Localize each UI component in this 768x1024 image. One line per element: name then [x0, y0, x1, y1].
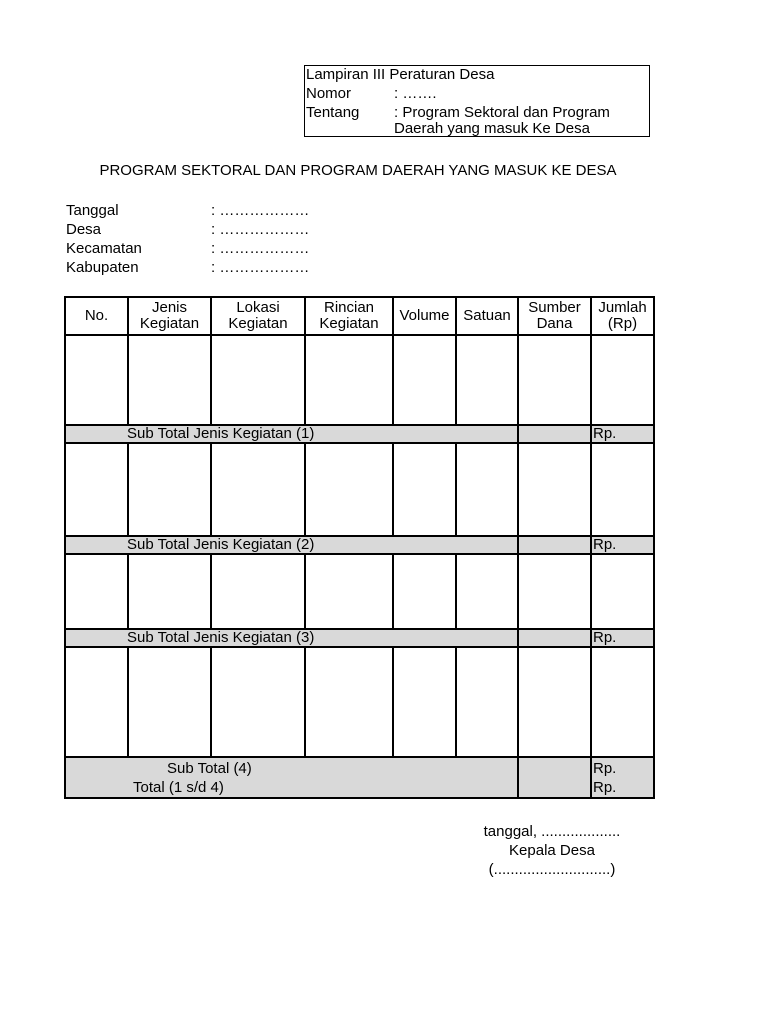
table-cell [65, 443, 128, 536]
program-table [64, 296, 655, 799]
desa-label: Desa [66, 221, 102, 238]
final-total-labels [65, 757, 518, 798]
subtotal-row-3 [65, 629, 654, 647]
table-cell [305, 335, 393, 425]
table-cell [305, 554, 393, 629]
header-sumber-dana: Sumber Dana [518, 297, 591, 335]
subtotal-empty-cell [518, 425, 591, 443]
table-cell [591, 443, 654, 536]
nomor-value: : ……. [394, 85, 437, 102]
table-cell [456, 335, 518, 425]
table-cell [211, 443, 305, 536]
subtotal-rp-2: Rp. [591, 536, 654, 554]
document-title: PROGRAM SEKTORAL DAN PROGRAM DAERAH YANG MASUK KE DESA [99, 162, 617, 179]
kecamatan-value: : ……………… [211, 240, 310, 257]
table-cell [393, 554, 456, 629]
lampiran-box [304, 65, 650, 137]
header-no: No. [65, 297, 128, 335]
table-cell [456, 647, 518, 757]
table-cell [456, 554, 518, 629]
header-jumlah: Jumlah (Rp) [591, 297, 654, 335]
subtotal-4-rp: Rp. [593, 760, 617, 777]
table-cell [305, 443, 393, 536]
table-cell [65, 554, 128, 629]
table-cell [128, 554, 211, 629]
table-cell [518, 443, 591, 536]
lampiran-title: Lampiran III Peraturan Desa [306, 66, 495, 83]
final-total-rp [591, 757, 654, 798]
subtotal-4-label: Sub Total (4) [167, 760, 252, 777]
identity-block [66, 201, 366, 281]
table-cell [128, 335, 211, 425]
header-volume: Volume [393, 297, 456, 335]
table-row [65, 647, 654, 757]
subtotal-row-2 [65, 536, 654, 554]
tentang-value-1: : Program Sektoral dan Program [394, 104, 610, 121]
signature-block [472, 822, 632, 879]
total-rp: Rp. [593, 779, 617, 796]
table-cell [65, 647, 128, 757]
header-rincian-kegiatan: Rincian Kegiatan [305, 297, 393, 335]
tanggal-value: : ……………… [211, 202, 310, 219]
header-lokasi-kegiatan: Lokasi Kegiatan [211, 297, 305, 335]
table-cell [211, 647, 305, 757]
table-cell [128, 647, 211, 757]
subtotal-rp-3: Rp. [591, 629, 654, 647]
subtotal-row-1 [65, 425, 654, 443]
table-cell [591, 335, 654, 425]
table-cell [591, 647, 654, 757]
header-jenis-kegiatan: Jenis Kegiatan [128, 297, 211, 335]
total-label: Total (1 s/d 4) [133, 779, 224, 796]
signature-role: Kepala Desa [509, 842, 595, 859]
header-satuan: Satuan [456, 297, 518, 335]
program-table-wrapper [64, 296, 652, 799]
table-row [65, 335, 654, 425]
kecamatan-label: Kecamatan [66, 240, 142, 257]
nomor-label: Nomor [306, 85, 352, 102]
table-row [65, 443, 654, 536]
tanggal-label: Tanggal [66, 202, 119, 219]
table-cell [456, 443, 518, 536]
subtotal-empty-cell [518, 536, 591, 554]
tentang-value-2: Daerah yang masuk Ke Desa [394, 120, 590, 137]
subtotal-label-1: Sub Total Jenis Kegiatan (1) [65, 425, 518, 443]
table-cell [211, 335, 305, 425]
final-total-row [65, 757, 654, 798]
kabupaten-value: : ……………… [211, 259, 310, 276]
signature-name: (............................) [488, 861, 616, 878]
subtotal-rp-1: Rp. [591, 425, 654, 443]
table-cell [128, 443, 211, 536]
table-cell [305, 647, 393, 757]
subtotal-label-2: Sub Total Jenis Kegiatan (2) [65, 536, 518, 554]
table-cell [393, 647, 456, 757]
tentang-label: Tentang [306, 104, 360, 121]
table-cell [393, 335, 456, 425]
table-cell [65, 335, 128, 425]
kabupaten-label: Kabupaten [66, 259, 139, 276]
desa-value: : ……………… [211, 221, 310, 238]
signature-date: tanggal, ................... [483, 823, 621, 840]
subtotal-label-3: Sub Total Jenis Kegiatan (3) [65, 629, 518, 647]
total-empty-cell [518, 757, 591, 798]
table-cell [518, 335, 591, 425]
table-cell [393, 443, 456, 536]
table-row [65, 554, 654, 629]
table-cell [211, 554, 305, 629]
subtotal-empty-cell [518, 629, 591, 647]
table-cell [518, 554, 591, 629]
table-cell [591, 554, 654, 629]
table-cell [518, 647, 591, 757]
table-header-row [65, 297, 654, 335]
